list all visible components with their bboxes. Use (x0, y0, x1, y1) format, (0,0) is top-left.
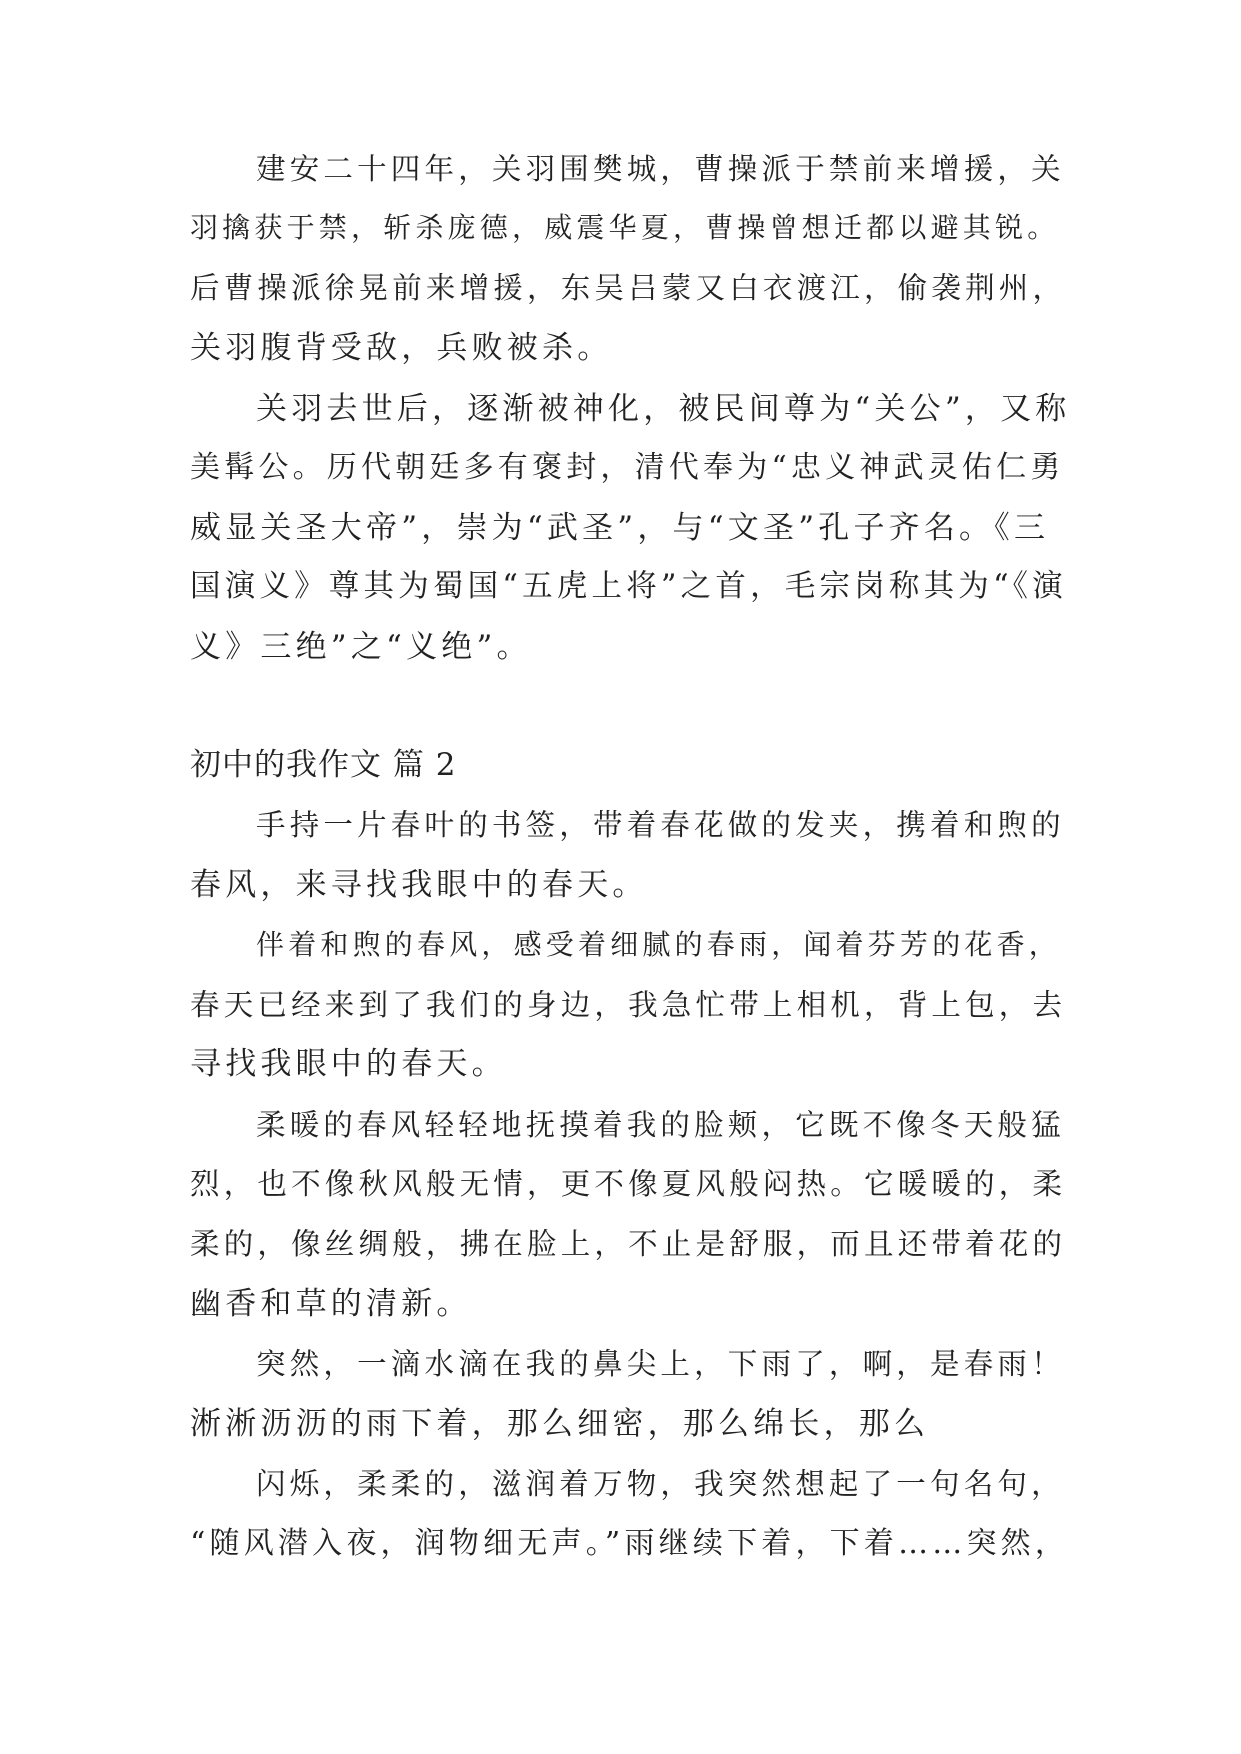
paragraph-line: 伴着和煦的春风，感受着细腻的春雨，闻着芬芳的花香， (256, 928, 1062, 961)
paragraph-line: 春风，来寻找我眼中的春天。 (190, 867, 648, 903)
paragraph-line: 闪烁，柔柔的，滋润着万物，我突然想起了一句名句， (256, 1467, 1065, 1501)
paragraph-line: “随风潜入夜，润物细无声。”雨继续下着，下着……突然， (190, 1526, 1070, 1561)
paragraph-line: 国演义》尊其为蜀国“五虎上将”之首，毛宗岗称其为“《演 (190, 569, 1067, 604)
paragraph-line: 建安二十四年，关羽围樊城，曹操派于禁前来增援，关 (256, 152, 1065, 186)
paragraph-line: 柔的，像丝绸般，拂在脸上，不止是舒服，而且还带着花的 (190, 1227, 1067, 1261)
paragraph-line: 淅淅沥沥的雨下着，那么细密，那么绵长，那么 (190, 1406, 930, 1442)
paragraph-line: 幽香和草的清新。 (190, 1286, 472, 1322)
paragraph-line: 寻找我眼中的春天。 (190, 1046, 507, 1082)
paragraph-line: 烈，也不像秋风般无情，更不像夏风般闷热。它暖暖的，柔 (190, 1167, 1067, 1201)
paragraph-line: 羽擒获于禁，斩杀庞德，威震华夏，曹操曾想迁都以避其锐。 (190, 211, 1060, 244)
paragraph-line: 手持一片春叶的书签，带着春花做的发夹，携着和煦的 (256, 808, 1065, 842)
paragraph-line: 后曹操派徐晃前来增援，东吴吕蒙又白衣渡江，偷袭荆州， (190, 271, 1067, 305)
paragraph-line: 柔暖的春风轻轻地抚摸着我的脸颊，它既不像冬天般猛 (256, 1108, 1065, 1142)
paragraph-line: 关羽腹背受敌，兵败被杀。 (190, 330, 613, 366)
paragraph-line: 突然，一滴水滴在我的鼻尖上，下雨了，啊，是春雨！ (256, 1347, 1065, 1381)
paragraph-line: 关羽去世后，逐渐被神化，被民间尊为“关公”，又称 (256, 391, 1071, 427)
paragraph-line: 美髯公。历代朝廷多有褒封，清代奉为“忠义神武灵佑仁勇 (190, 450, 1065, 485)
paragraph-line: 义》三绝”之“义绝”。 (190, 629, 532, 665)
paragraph-line: 春天已经来到了我们的身边，我急忙带上相机，背上包，去 (190, 988, 1067, 1022)
paragraph-line: 威显关圣大帝”，崇为“武圣”，与“文圣”孔子齐名。《三 (190, 510, 1050, 546)
section-heading: 初中的我作文 篇 2 (190, 747, 457, 783)
